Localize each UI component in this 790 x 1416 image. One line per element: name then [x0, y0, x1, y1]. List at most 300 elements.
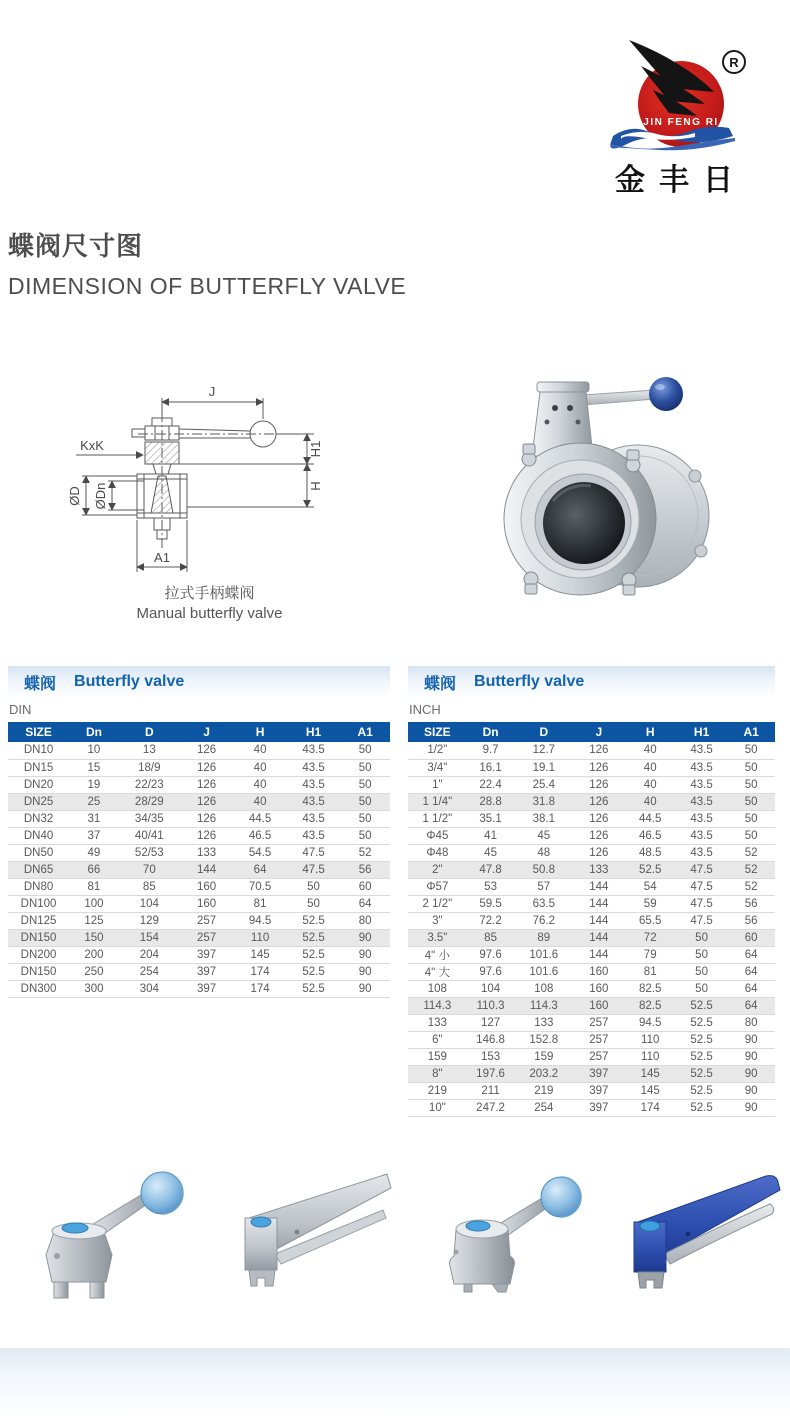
table-cell: 64 — [727, 980, 775, 997]
section-header — [8, 666, 390, 698]
table-cell: 127 — [467, 1014, 515, 1031]
table-cell: 126 — [573, 844, 624, 861]
table-cell: 160 — [573, 997, 624, 1014]
table-row — [408, 997, 775, 1014]
table-cell: 150 — [69, 929, 119, 946]
standard-label: INCH — [409, 702, 441, 717]
table-cell: 154 — [119, 929, 180, 946]
table-cell: 110 — [625, 1031, 676, 1048]
table-cell: 126 — [573, 742, 624, 759]
table-row — [408, 1048, 775, 1065]
table-cell: 126 — [180, 827, 233, 844]
table-cell: 43.5 — [287, 793, 340, 810]
table-cell: 50 — [676, 946, 727, 963]
logo-graphic-icon — [583, 32, 783, 210]
table-row — [408, 1065, 775, 1082]
svg-text:R: R — [729, 55, 739, 70]
table-cell: 52.5 — [676, 1031, 727, 1048]
column-header: A1 — [357, 725, 373, 739]
valve-photo — [443, 366, 743, 596]
table-cell: 114.3 — [408, 997, 467, 1014]
table-cell: 126 — [180, 742, 233, 759]
table-row — [8, 810, 390, 827]
table-cell: 397 — [573, 1065, 624, 1082]
table-cell: 28.8 — [467, 793, 515, 810]
table-row — [8, 844, 390, 861]
table-cell: 50 — [340, 827, 390, 844]
table-cell: 47.5 — [287, 844, 340, 861]
product-image-2 — [205, 1160, 400, 1315]
table-cell: 159 — [408, 1048, 467, 1065]
table-cell: 47.5 — [287, 861, 340, 878]
section-title-zh: 蝶阀 — [424, 675, 457, 693]
table-cell: DN100 — [8, 895, 69, 912]
table-cell: 160 — [573, 980, 624, 997]
table-cell: 37 — [69, 827, 119, 844]
table-cell: 50 — [727, 793, 775, 810]
table-cell: 304 — [119, 980, 180, 997]
table-cell: 110.3 — [467, 997, 515, 1014]
table-cell: 50 — [676, 980, 727, 997]
table-row — [8, 776, 390, 793]
column-header: SIZE — [424, 725, 451, 739]
table-cell: 28/29 — [119, 793, 180, 810]
table-cell: 31.8 — [514, 793, 573, 810]
table-cell: 38.1 — [514, 810, 573, 827]
table-cell: 50.8 — [514, 861, 573, 878]
table-cell: 133 — [180, 844, 233, 861]
table-cell: 49 — [69, 844, 119, 861]
table-cell: DN50 — [8, 844, 69, 861]
table-cell: 43.5 — [287, 776, 340, 793]
table-cell: 40 — [233, 759, 286, 776]
table-cell: 144 — [573, 878, 624, 895]
table-cell: 56 — [727, 912, 775, 929]
table-cell: 57 — [514, 878, 573, 895]
table-cell: 47.5 — [676, 912, 727, 929]
table-cell: 52.5 — [676, 1014, 727, 1031]
table-cell: 254 — [514, 1099, 573, 1116]
table-cell: 97.6 — [467, 963, 515, 980]
table-header-row — [8, 722, 390, 742]
table-cell: 133 — [573, 861, 624, 878]
table-cell: 50 — [727, 810, 775, 827]
table-cell: 54 — [625, 878, 676, 895]
table-cell: 64 — [727, 963, 775, 980]
table-cell: 52 — [727, 861, 775, 878]
table-row — [408, 1014, 775, 1031]
table-cell: 125 — [69, 912, 119, 929]
column-header: H1 — [693, 725, 710, 739]
table-cell: 126 — [573, 759, 624, 776]
table-cell: 50 — [340, 793, 390, 810]
table-cell: 50 — [727, 776, 775, 793]
section-title-en: Butterfly valve — [474, 673, 585, 690]
table-cell: 52 — [727, 878, 775, 895]
dim-label-j: J — [208, 384, 216, 399]
table-cell: 52.5 — [676, 1048, 727, 1065]
column-header: SIZE — [25, 725, 52, 739]
table-cell: 53 — [467, 878, 515, 895]
table-row — [408, 861, 775, 878]
table-row — [8, 742, 390, 759]
table-cell: 145 — [233, 946, 286, 963]
table-cell: 160 — [573, 963, 624, 980]
table-cell: 52.5 — [287, 980, 340, 997]
table-cell: 90 — [727, 1031, 775, 1048]
table-cell: 31 — [69, 810, 119, 827]
table-cell: 16.1 — [467, 759, 515, 776]
table-cell: 50 — [287, 878, 340, 895]
table-cell: 15 — [69, 759, 119, 776]
table-cell: 46.5 — [233, 827, 286, 844]
table-cell: 100 — [69, 895, 119, 912]
table-row — [8, 793, 390, 810]
table-cell: 1" — [408, 776, 467, 793]
dim-label-h1: H1 — [308, 440, 323, 458]
table-cell: Φ48 — [408, 844, 467, 861]
table-cell: DN150 — [8, 963, 69, 980]
table-cell: 19 — [69, 776, 119, 793]
section-header — [408, 666, 775, 698]
table-cell: 2" — [408, 861, 467, 878]
table-row — [408, 980, 775, 997]
table-cell: 126 — [180, 759, 233, 776]
table-cell: 85 — [467, 929, 515, 946]
ball-pull-handle-gray-icon — [12, 1160, 197, 1315]
trigger-handle-gray-icon — [205, 1160, 400, 1315]
table-cell: 72.2 — [467, 912, 515, 929]
table-row — [8, 895, 390, 912]
table-cell: 145 — [625, 1065, 676, 1082]
table-row — [408, 810, 775, 827]
page-title-block — [8, 226, 406, 300]
dim-label-h: H — [308, 481, 323, 491]
table-row — [8, 963, 390, 980]
table-cell: 247.2 — [467, 1099, 515, 1116]
column-header: J — [203, 725, 210, 739]
table-cell: 144 — [180, 861, 233, 878]
table-cell: 43.5 — [676, 742, 727, 759]
table-cell: 43.5 — [676, 827, 727, 844]
table-cell: 129 — [119, 912, 180, 929]
table-cell: 108 — [514, 980, 573, 997]
section-title-zh: 蝶阀 — [24, 675, 57, 693]
trigger-handle-blue-icon — [598, 1160, 783, 1315]
table-row — [408, 1031, 775, 1048]
table-row — [8, 946, 390, 963]
table-cell: 126 — [573, 793, 624, 810]
table-row — [8, 878, 390, 895]
table-cell: 52.5 — [676, 997, 727, 1014]
table-cell: 72 — [625, 929, 676, 946]
table-row — [408, 946, 775, 963]
table-cell: 80 — [727, 1014, 775, 1031]
table-cell: 43.5 — [676, 759, 727, 776]
table-row — [408, 878, 775, 895]
table-row — [8, 912, 390, 929]
table-cell: 2 1/2" — [408, 895, 467, 912]
column-header: D — [539, 725, 549, 739]
table-cell: 64 — [233, 861, 286, 878]
table-cell: 126 — [180, 793, 233, 810]
table-cell: 101.6 — [514, 946, 573, 963]
registered-mark-icon — [723, 51, 745, 73]
inch-table-section — [408, 666, 775, 1117]
table-cell: DN32 — [8, 810, 69, 827]
table-cell: 104 — [119, 895, 180, 912]
column-header: Dn — [482, 725, 499, 739]
table-cell: 47.8 — [467, 861, 515, 878]
table-cell: 43.5 — [676, 793, 727, 810]
table-row — [408, 793, 775, 810]
table-cell: 126 — [573, 776, 624, 793]
dim-label-odn: ØDn — [93, 482, 108, 510]
table-cell: 43.5 — [287, 742, 340, 759]
table-cell: 64 — [340, 895, 390, 912]
table-cell: 56 — [727, 895, 775, 912]
table-cell: 25.4 — [514, 776, 573, 793]
table-cell: 8" — [408, 1065, 467, 1082]
dim-label-od: ØD — [67, 486, 82, 506]
table-cell: 114.3 — [514, 997, 573, 1014]
table-cell: DN40 — [8, 827, 69, 844]
table-cell: 160 — [180, 878, 233, 895]
table-cell: 90 — [727, 1082, 775, 1099]
table-cell: 43.5 — [287, 759, 340, 776]
table-cell: 50 — [727, 827, 775, 844]
table-cell: 44.5 — [233, 810, 286, 827]
butterfly-valve-photo-icon — [443, 366, 743, 596]
table-cell: 81 — [625, 963, 676, 980]
table-cell: 52.5 — [676, 1082, 727, 1099]
table-cell: 50 — [727, 759, 775, 776]
table-row — [408, 759, 775, 776]
table-row — [408, 742, 775, 759]
dim-label-a1: A1 — [154, 550, 170, 565]
table-cell: 144 — [573, 946, 624, 963]
column-header: H — [645, 725, 655, 739]
standard-label: DIN — [9, 702, 32, 717]
table-cell: 64 — [727, 946, 775, 963]
table-cell: 126 — [180, 776, 233, 793]
column-header: Dn — [85, 725, 102, 739]
table-cell: 25 — [69, 793, 119, 810]
table-cell: 9.7 — [467, 742, 515, 759]
table-cell: 397 — [573, 1082, 624, 1099]
table-cell: 126 — [573, 827, 624, 844]
table-cell: DN65 — [8, 861, 69, 878]
table-cell: 52 — [340, 844, 390, 861]
product-image-4 — [598, 1160, 783, 1315]
table-cell: 50 — [287, 895, 340, 912]
table-cell: 397 — [180, 963, 233, 980]
table-cell: 3.5" — [408, 929, 467, 946]
table-cell: 97.6 — [467, 946, 515, 963]
table-row — [408, 912, 775, 929]
drawing-caption-en: Manual butterfly valve — [136, 605, 283, 622]
table-cell: 41 — [467, 827, 515, 844]
column-header: H — [255, 725, 265, 739]
table-cell: 35.1 — [467, 810, 515, 827]
table-cell: 12.7 — [514, 742, 573, 759]
table-cell: 52.5 — [287, 912, 340, 929]
table-cell: 43.5 — [676, 844, 727, 861]
table-row — [8, 861, 390, 878]
table-cell: 43.5 — [676, 810, 727, 827]
table-cell: 47.5 — [676, 861, 727, 878]
company-logo — [583, 32, 783, 210]
table-cell: 40 — [625, 742, 676, 759]
table-cell: 204 — [119, 946, 180, 963]
table-cell: 59 — [625, 895, 676, 912]
table-cell: 257 — [573, 1014, 624, 1031]
table-cell: 50 — [340, 810, 390, 827]
drawing-caption-zh: 拉式手柄蝶阀 — [164, 585, 255, 602]
product-image-3 — [420, 1160, 600, 1315]
table-cell: 126 — [180, 810, 233, 827]
table-cell: 94.5 — [233, 912, 286, 929]
table-row — [8, 827, 390, 844]
table-cell: 90 — [340, 963, 390, 980]
table-row — [8, 980, 390, 997]
table-cell: 82.5 — [625, 997, 676, 1014]
table-cell: 174 — [625, 1099, 676, 1116]
table-cell: 70.5 — [233, 878, 286, 895]
table-cell: 52 — [727, 844, 775, 861]
table-cell: 50 — [676, 963, 727, 980]
table-cell: 63.5 — [514, 895, 573, 912]
drawing-caption — [52, 582, 367, 622]
table-cell: 52.5 — [676, 1065, 727, 1082]
table-row — [408, 1099, 775, 1116]
table-cell: 56 — [340, 861, 390, 878]
table-cell: 22/23 — [119, 776, 180, 793]
table-cell: 397 — [180, 946, 233, 963]
table-cell: DN125 — [8, 912, 69, 929]
table-cell: 89 — [514, 929, 573, 946]
logo-brand-zh: 金丰日 — [615, 164, 747, 197]
table-cell: 90 — [727, 1099, 775, 1116]
table-cell: 50 — [727, 742, 775, 759]
table-cell: 18/9 — [119, 759, 180, 776]
table-row — [8, 929, 390, 946]
table-cell: 257 — [180, 929, 233, 946]
table-cell: 66 — [69, 861, 119, 878]
table-cell: 110 — [625, 1048, 676, 1065]
table-cell: 250 — [69, 963, 119, 980]
table-cell: 81 — [69, 878, 119, 895]
table-cell: 47.5 — [676, 895, 727, 912]
table-cell: 19.1 — [514, 759, 573, 776]
inch-dimension-table — [408, 722, 775, 1117]
table-cell: 90 — [727, 1065, 775, 1082]
column-header: A1 — [743, 725, 759, 739]
ball-pull-handle-round-gray-icon — [420, 1160, 600, 1315]
table-cell: 1 1/2" — [408, 810, 467, 827]
table-cell: 1/2" — [408, 742, 467, 759]
table-cell: 211 — [467, 1082, 515, 1099]
table-cell: 13 — [119, 742, 180, 759]
table-cell: 40/41 — [119, 827, 180, 844]
table-cell: 60 — [340, 878, 390, 895]
table-cell: 110 — [233, 929, 286, 946]
table-cell: DN15 — [8, 759, 69, 776]
table-cell: 257 — [573, 1031, 624, 1048]
table-cell: 126 — [573, 810, 624, 827]
dim-label-kxk: KxK — [80, 438, 104, 453]
table-cell: 46.5 — [625, 827, 676, 844]
handle-products-row — [0, 1160, 790, 1320]
table-cell: DN300 — [8, 980, 69, 997]
table-cell: 133 — [408, 1014, 467, 1031]
dimension-drawing — [52, 372, 367, 622]
table-cell: 40 — [233, 742, 286, 759]
table-cell: 52.5 — [287, 963, 340, 980]
table-cell: 50 — [340, 759, 390, 776]
table-cell: 47.5 — [676, 878, 727, 895]
table-cell: 82.5 — [625, 980, 676, 997]
table-cell: 197.6 — [467, 1065, 515, 1082]
table-cell: 43.5 — [676, 776, 727, 793]
column-header: D — [144, 725, 154, 739]
table-cell: 152.8 — [514, 1031, 573, 1048]
table-cell: 52.5 — [676, 1099, 727, 1116]
table-cell: 90 — [340, 980, 390, 997]
table-cell: 10" — [408, 1099, 467, 1116]
table-cell: 34/35 — [119, 810, 180, 827]
table-cell: 397 — [180, 980, 233, 997]
table-header-row — [408, 722, 775, 742]
table-cell: 59.5 — [467, 895, 515, 912]
product-image-1 — [12, 1160, 197, 1315]
table-cell: 90 — [340, 946, 390, 963]
table-cell: 108 — [408, 980, 467, 997]
table-row — [408, 929, 775, 946]
table-cell: DN10 — [8, 742, 69, 759]
table-cell: 257 — [573, 1048, 624, 1065]
table-cell: 10 — [69, 742, 119, 759]
table-cell: 81 — [233, 895, 286, 912]
table-cell: 43.5 — [287, 810, 340, 827]
table-cell: 3" — [408, 912, 467, 929]
table-cell: 79 — [625, 946, 676, 963]
din-table-section — [8, 666, 390, 998]
table-cell: Φ57 — [408, 878, 467, 895]
table-cell: DN20 — [8, 776, 69, 793]
table-cell: 40 — [233, 776, 286, 793]
table-cell: 52.5 — [287, 946, 340, 963]
table-cell: 254 — [119, 963, 180, 980]
table-cell: 40 — [625, 759, 676, 776]
din-dimension-table — [8, 722, 390, 998]
valve-line-drawing-icon — [52, 372, 367, 580]
table-cell: 144 — [573, 929, 624, 946]
table-row — [408, 895, 775, 912]
table-cell: 174 — [233, 980, 286, 997]
table-cell: 397 — [573, 1099, 624, 1116]
table-row — [408, 844, 775, 861]
column-header: H1 — [305, 725, 322, 739]
table-cell: 80 — [340, 912, 390, 929]
table-cell: 65.5 — [625, 912, 676, 929]
table-cell: 6" — [408, 1031, 467, 1048]
table-cell: 200 — [69, 946, 119, 963]
table-cell: 219 — [408, 1082, 467, 1099]
table-cell: 40 — [625, 793, 676, 810]
table-cell: 48 — [514, 844, 573, 861]
table-cell: 257 — [180, 912, 233, 929]
